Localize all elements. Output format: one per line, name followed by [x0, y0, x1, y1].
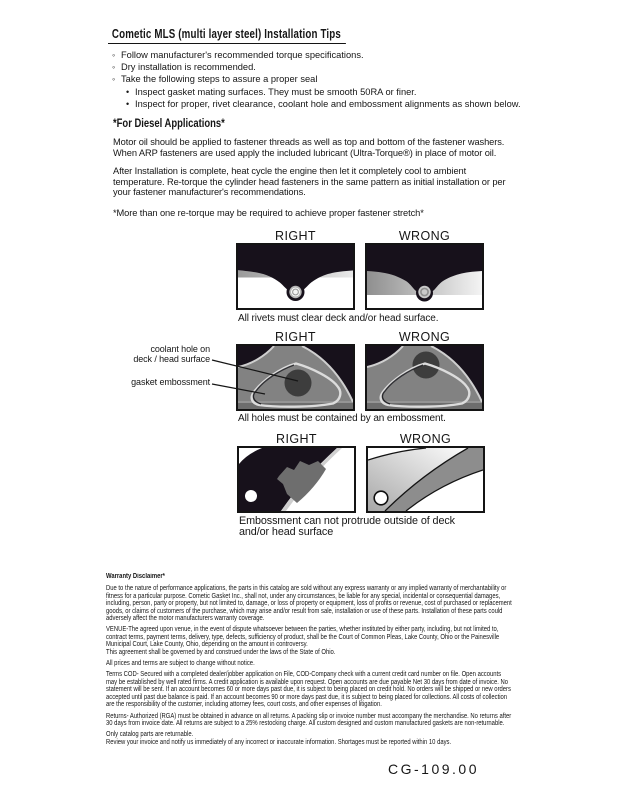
list-item: • Inspect for proper, rivet clearance, coolant hole and embossment alignments as shown below. — [113, 98, 533, 110]
section-heading: *For Diesel Applications* — [113, 118, 225, 130]
wrong-label: WRONG — [398, 330, 451, 344]
paragraph: Motor oil should be applied to fastener threads as well as top and bottom of the fastener washers. When ARP fasteners are used apply the included lubricant (Ultra-Torque®) in place of motor oil. — [113, 137, 505, 158]
page-title: Cometic MLS (multi layer steel) Installation Tips — [108, 27, 346, 44]
warranty-paragraph: This agreement shall be governed by and construed under the laws of the State of Ohio. — [106, 648, 336, 656]
figure-caption: All rivets must clear deck and/or head surface. — [238, 313, 439, 324]
hole-right-diagram — [236, 344, 355, 411]
figure-embossment-protrusion — [237, 432, 485, 540]
paragraph: After Installation is complete, heat cycle the engine then let it completely cool to ambient temperature. Re-torque the cylinder head fasteners in the same pattern as initial installation or per your fastener manufacturer's recommendations. — [113, 166, 506, 198]
hole-wrong-diagram — [365, 344, 484, 411]
figure-caption: All holes must be contained by an embossment. — [238, 413, 446, 424]
header-section — [113, 25, 533, 110]
figure-caption: Embossment can not protrude outside of deck and/or head surface — [239, 515, 455, 538]
diesel-section — [113, 118, 515, 219]
list-item: ◦ Follow manufacturer's recommended torque specifications. — [113, 49, 533, 61]
warranty-disclaimer — [106, 573, 513, 746]
list-item: • Inspect gasket mating surfaces. They must be smooth 50RA or finer. — [113, 86, 533, 98]
warranty-paragraph: Terms COD- Secured with a completed dealer/jobber application on File, COD-Company check with a current credit card number on file. Open accounts may be established by well rated firms. A credit application is available upon request. Open accounts are due payable Net 30 days from date of invoice. No statement will be sent. If an account becomes 60 or more days past due, it is subject to being placed on credit hold. No orders will be shipped or new orders accepted until past due balance is paid. If an account becomes 90 or more days past due, it is subject to being placed for collections. All costs of collection are the responsibility of the customer, including attorney fees, court costs, and other expenses of litigation. — [106, 671, 511, 709]
rivet-right-diagram — [236, 243, 355, 310]
coolant-hole-annotation: coolant hole on deck / head surface — [133, 344, 210, 364]
warranty-paragraph: VENUE-The agreed upon venue, in the event of dispute whatsoever between the parties, whether instituted by either party, including, but not limited to, contract terms, payment terms, delivery, type, defects, sufficiency of product, shall be the Court of Common Pleas, Lake County, Ohio or the Painesville Municipal Court, Lake County, Ohio, depending on the amount in controversy. — [106, 626, 500, 649]
warranty-paragraph: Only catalog parts are returnable. — [106, 731, 194, 739]
figure-hole-embossment — [236, 330, 484, 428]
rivet-wrong-diagram — [365, 243, 484, 310]
warranty-paragraph: Review your invoice and notify us immediately of any incorrect or inaccurate information. Shortages must be reported within 10 days. — [106, 738, 452, 746]
wrong-label: WRONG — [398, 229, 451, 243]
tips-list — [113, 49, 533, 110]
right-label: RIGHT — [275, 330, 316, 344]
warranty-paragraph: Due to the nature of performance applications, the parts in this catalog are sold without any express warranty or any implied warranty of merchantability or fitness for a particular purpose. Cometic Gasket Inc., shall not, under any circumstances, be liable for any special, incidental or consequential damages, including, person, party or property, but not limited to, damage, or loss of property or equipment, loss of profits or revenue, cost of purchased or replacement goods, or claims of customers of the purchase, which may arise and/or result from sale, installation or use of these parts. Installation of these parts could adversely affect the motor manufacturers warranty coverage. — [106, 585, 512, 623]
list-item: ◦ Take the following steps to assure a proper seal — [113, 73, 533, 85]
right-label: RIGHT — [276, 432, 317, 446]
figure-rivet-clearance — [236, 229, 484, 327]
warranty-paragraph: All prices and terms are subject to change without notice. — [106, 660, 255, 668]
wrong-label: WRONG — [399, 432, 452, 446]
embossment-wrong-diagram — [366, 446, 485, 513]
list-item: ◦ Dry installation is recommended. — [113, 61, 533, 73]
warranty-heading: Warranty Disclaimer* — [106, 573, 165, 580]
right-label: RIGHT — [275, 229, 316, 243]
gasket-embossment-annotation: gasket embossment — [131, 377, 210, 387]
embossment-right-diagram — [237, 446, 356, 513]
page-number: CG-109.00 — [388, 761, 479, 777]
note-text: *More than one re-torque may be required to achieve proper fastener stretch* — [113, 207, 424, 218]
warranty-paragraph: Returns- Authorized (RGA) must be obtained in advance on all returns. A packing slip or invoice number must accompany the merchandise. No returns after 30 days from invoice date. All returns are subject to a 25% restocking charge. All custom designed and custom manufactured gaskets are non-returnable. — [106, 712, 512, 727]
